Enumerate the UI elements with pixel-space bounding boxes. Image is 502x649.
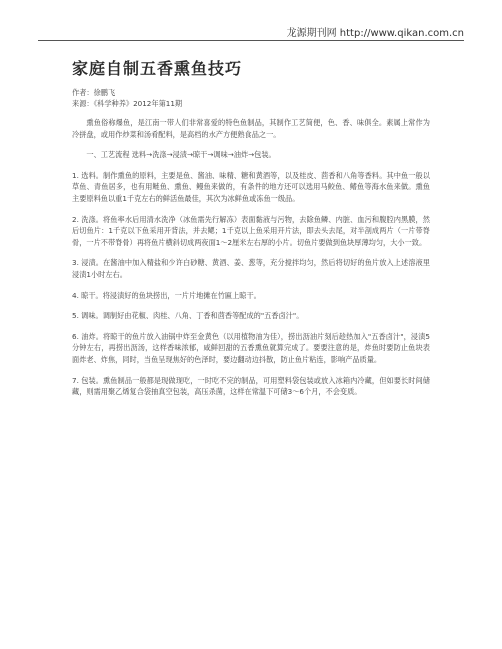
header-divider [38, 40, 464, 41]
article-source: 来源：《科学种养》2012年第11期 [72, 99, 183, 108]
step-4-dry: 4. 晾干。将浸渍好的鱼块捞出，一片片地摊在竹匾上晾干。 [72, 290, 261, 300]
article-title: 家庭自制五香熏鱼技巧 [72, 59, 243, 78]
step-1-select: 1. 选料。制作熏鱼的原料，主要是鱼、酱油、味精、糖和黄酒等，以及桂皮、茴香和八角等香料。其中鱼一般以草鱼、青鱼居多，也有用鲢鱼、熏鱼、鳗鱼来做的，有条件的地方还可以选用马鲛鱼、鳍鱼等海水鱼来做。熏鱼主要原料鱼以重1千克左右的鲜活鱼最佳，其次为冰鲜鱼或冻鱼一级品。 [72, 170, 430, 203]
article-intro: 熏鱼俗称爆鱼，是江南一带人们非常喜爱的特色鱼制品，其制作工艺简便，色、香、味俱全。素属上常作为冷拼盘，或用作炒菜和汤肴配料，是高档的水产方便熟食品之一。 [72, 118, 430, 139]
process-flow: 一、工艺流程 选料→洗涤→浸渍→晾干→调味→油炸→包装。 [86, 150, 276, 160]
article-body [72, 58, 430, 398]
step-6-fry: 6. 油炸。将晾干的鱼片放入油锅中炸至金黄色（以用植物油为佳），捞出沥油片刻后趁热加入"五香卤汁"，浸渍5分钟左右，再捞出沥汤，这样香味浓郁，咸鲜回甜的五香熏鱼就算完成了。要要注意的是，炸鱼时要防止鱼块表面炸老、炸焦，同时，当鱼呈现焦好的色泽时，要边翻动边抖散，防止鱼片粘连，影响产品质量。 [72, 331, 430, 364]
step-3-soak: 3. 浸渍。在酱油中加入精盐和少许白砂糖、黄酒、姜、葱等，充分搅拌均匀，然后将切好的鱼片放入上述溶液里浸渍1小时左右。 [72, 258, 430, 279]
step-2-wash: 2. 洗涤。将鱼率水后用清水洗净（冰鱼需先行解冻）表面黏液与污物，去除鱼鳞、内脏、血污和腹腔内黑膜，然后切鱼片：1千克以下鱼采用开背法，并去鳃；1千克以上鱼采用开片法，即去头去尾，对半剖成两片（一片带脊骨，一片不带脊骨）再将鱼片横斜切成两夜面1～2厘米左右厚的小片。切鱼片要做到鱼块厚薄均匀，大小一致。 [72, 214, 430, 247]
step-7-package: 7. 包装。熏鱼制品一般都是现做现吃，一时吃不完的制品，可用塑料袋包装或放入冰箱内冷藏，但如要长时间储藏，则需用聚乙烯复合袋抽真空包装，高压杀菌，这样在常温下可储3～6个月，不会变质。 [72, 375, 430, 397]
step-5-season: 5. 调味。调制好由花椒、肉桂、八角、丁香和茴香等配成的"五香卤汁"。 [72, 311, 304, 321]
article-author: 作者：徐鹏飞 [72, 88, 116, 97]
site-header[interactable]: 龙源期刊网 http://www.qikan.com.cn [286, 28, 464, 39]
